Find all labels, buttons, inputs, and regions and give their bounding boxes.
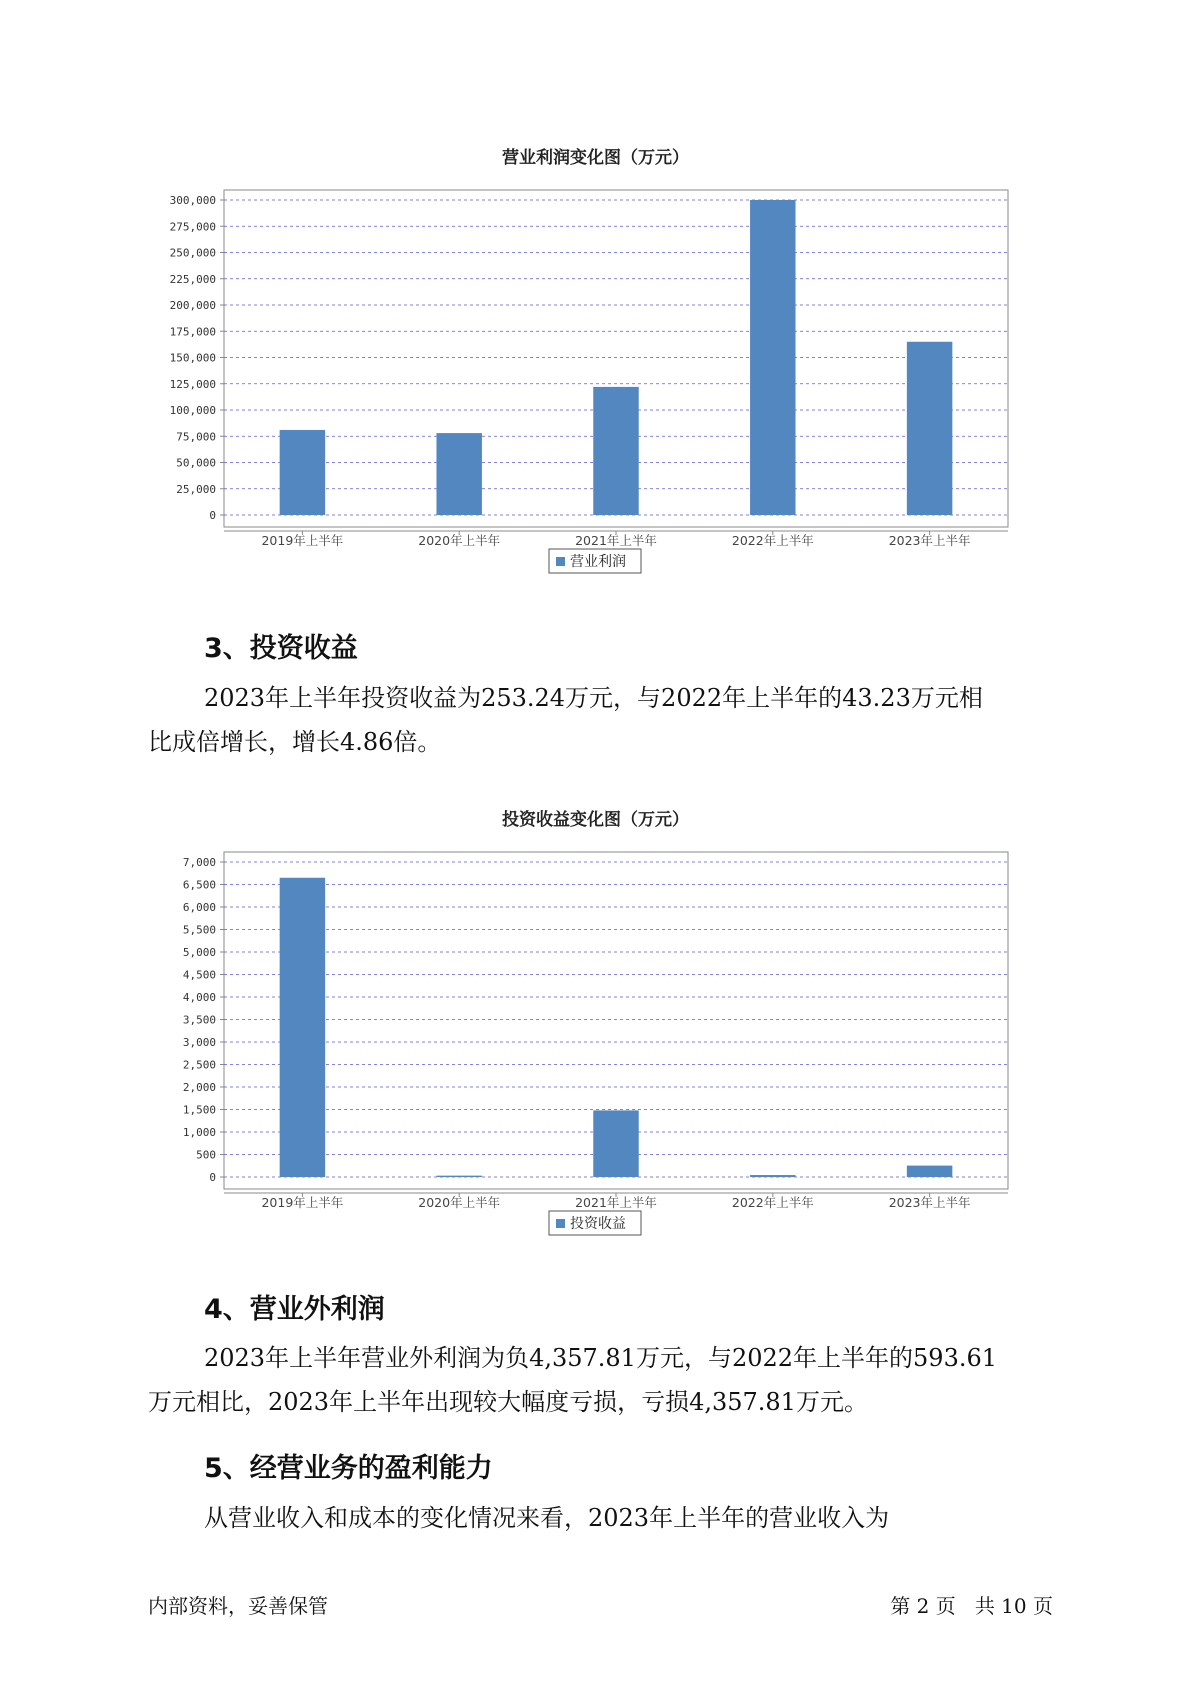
y-tick-label: 5,000 [182, 946, 216, 959]
y-tick-label: 3,500 [182, 1013, 216, 1027]
x-tick-label: 2020年上半年 [418, 1195, 501, 1210]
paragraph-operating-profitability-line1: 从营业收入和成本的变化情况来看，2023年上半年的营业收入为 [204, 1504, 890, 1532]
section-heading-non-operating-profit: 4、营业外利润 [204, 1294, 385, 1325]
section-heading-operating-profitability: 5、经营业务的盈利能力 [204, 1453, 493, 1484]
y-tick-label: 50,000 [176, 456, 216, 470]
y-tick-label: 75,000 [176, 430, 216, 444]
bar [280, 878, 325, 1177]
y-tick-label: 6,000 [182, 901, 216, 914]
footer-confidential-note: 内部资料，妥善保管 [148, 1594, 328, 1618]
bar [907, 1166, 952, 1177]
paragraph-non-operating-line2: 万元相比，2023年上半年出现较大幅度亏损，亏损4,357.81万元。 [148, 1388, 868, 1416]
bar [907, 342, 952, 515]
legend-label: 投资收益 [570, 1216, 626, 1232]
x-tick-label: 2023年上半年 [888, 533, 971, 548]
paragraph-investment-income-line2: 比成倍增长，增长4.86倍。 [148, 728, 442, 756]
y-tick-label: 275,000 [169, 220, 216, 234]
y-tick-label: 100,000 [169, 404, 216, 417]
y-tick-label: 175,000 [169, 325, 216, 339]
paragraph-non-operating-line1: 2023年上半年营业外利润为负4,357.81万元，与2022年上半年的593.61 [204, 1344, 998, 1372]
y-tick-label: 2,000 [182, 1081, 216, 1094]
bar [750, 1175, 795, 1177]
operating-profit-chart [0, 170, 1191, 590]
legend-swatch [556, 1219, 565, 1228]
bar [436, 1176, 481, 1177]
investment-income-chart [0, 832, 1191, 1252]
y-tick-label: 6,500 [182, 878, 216, 892]
y-tick-label: 5,500 [182, 923, 216, 937]
y-tick-label: 150,000 [169, 351, 216, 365]
y-tick-label: 125,000 [169, 377, 216, 391]
chart-title-investment-income: 投资收益变化图（万元） [502, 810, 689, 830]
paragraph-investment-income-line1: 2023年上半年投资收益为253.24万元，与2022年上半年的43.23万元相 [204, 684, 983, 712]
x-tick-label: 2019年上半年 [261, 1195, 344, 1210]
y-tick-label: 200,000 [169, 299, 216, 312]
legend-swatch [556, 557, 565, 566]
bar [436, 433, 481, 515]
y-tick-label: 4,000 [182, 991, 216, 1004]
y-tick-label: 2,500 [182, 1058, 216, 1072]
x-tick-label: 2019年上半年 [261, 533, 344, 548]
y-tick-label: 4,500 [182, 968, 216, 982]
y-tick-label: 1,000 [182, 1126, 216, 1139]
chart-title-operating-profit: 营业利润变化图（万元） [502, 148, 689, 168]
x-tick-label: 2023年上半年 [888, 1195, 971, 1210]
x-tick-label: 2021年上半年 [575, 533, 657, 548]
bar [750, 200, 795, 515]
y-tick-label: 500 [196, 1148, 216, 1162]
y-tick-label: 225,000 [169, 272, 216, 286]
x-tick-label: 2022年上半年 [731, 1195, 814, 1210]
x-tick-label: 2022年上半年 [731, 533, 814, 548]
x-tick-label: 2021年上半年 [575, 1195, 657, 1210]
legend-label: 营业利润 [570, 554, 626, 570]
x-tick-label: 2020年上半年 [418, 533, 501, 548]
y-tick-label: 300,000 [169, 194, 216, 207]
bar [593, 1110, 638, 1177]
y-tick-label: 3,000 [182, 1036, 216, 1049]
footer-page-number: 第 2 页 共 10 页 [890, 1594, 1053, 1618]
bar [593, 387, 638, 515]
bar [280, 430, 325, 515]
y-tick-label: 25,000 [176, 482, 216, 496]
section-heading-investment-income: 3、投资收益 [204, 633, 358, 664]
y-tick-label: 0 [209, 509, 216, 522]
y-tick-label: 7,000 [182, 856, 216, 869]
y-tick-label: 250,000 [169, 246, 216, 260]
y-tick-label: 1,500 [182, 1103, 216, 1117]
y-tick-label: 0 [209, 1171, 216, 1184]
